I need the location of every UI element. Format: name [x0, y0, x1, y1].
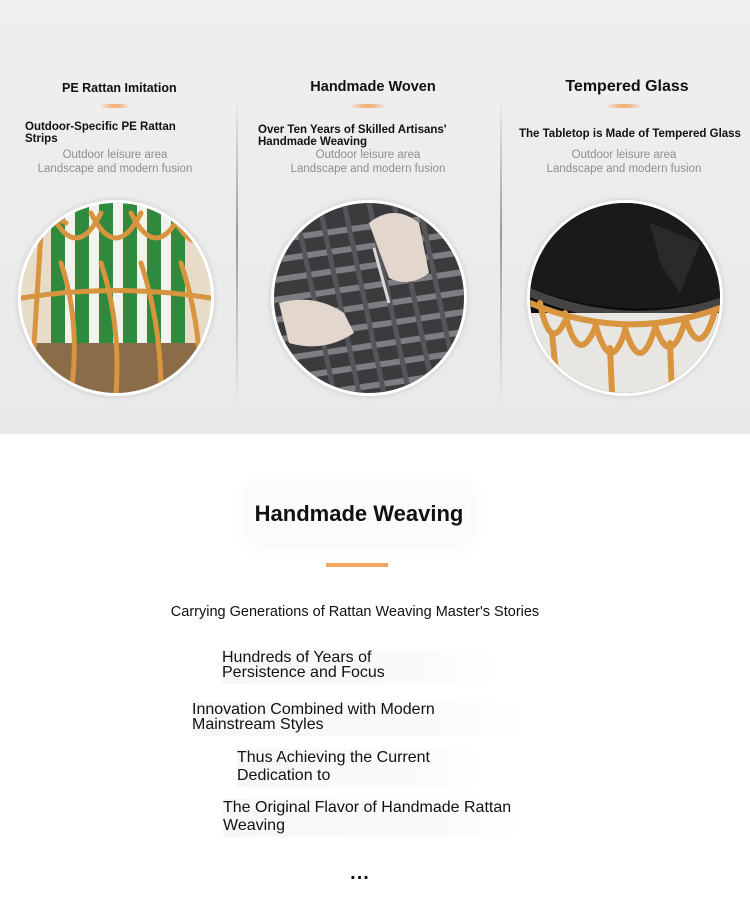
- feature-description: Over Ten Years of Skilled Artisans' Handmade Weaving: [258, 124, 447, 148]
- story-line: [192, 702, 527, 736]
- hand-weaving-photo: [271, 200, 467, 396]
- story-text: Thus Achieving the Current: [237, 749, 430, 766]
- rattan-chair-photo: [18, 200, 214, 396]
- feature-subtitle: Outdoor leisure area: [62, 149, 168, 161]
- story-text: Mainstream Styles: [192, 716, 324, 733]
- feature-subtitle: Landscape and modern fusion: [290, 163, 446, 175]
- feature-subtitle: Landscape and modern fusion: [546, 163, 702, 175]
- feature-title: Tempered Glass: [565, 78, 689, 95]
- feature-tempered-glass: [502, 0, 750, 434]
- feature-accent-bar: [100, 104, 130, 108]
- feature-description: Outdoor-Specific PE Rattan Strips: [25, 121, 176, 145]
- story-text: Dedication to: [237, 767, 331, 784]
- feature-subtitle: Landscape and modern fusion: [37, 163, 193, 175]
- feature-pe-rattan: [0, 0, 236, 434]
- feature-title: Handmade Woven: [310, 79, 436, 95]
- section-accent-bar: [326, 563, 388, 567]
- story-text: Hundreds of Years of: [222, 649, 372, 666]
- story-text: The Original Flavor of Handmade Rattan: [223, 799, 512, 816]
- feature-subtitle: Outdoor leisure area: [571, 149, 677, 161]
- section-tagline: Carrying Generations of Rattan Weaving Master's Stories: [170, 604, 540, 620]
- feature-title: PE Rattan Imitation: [62, 81, 177, 95]
- feature-subtitle: Outdoor leisure area: [315, 149, 421, 161]
- story-line: [223, 799, 523, 837]
- feature-handmade-woven: [238, 0, 500, 434]
- story-text: Weaving: [223, 817, 285, 834]
- story-text: Persistence and Focus: [222, 664, 385, 681]
- feature-accent-bar: [350, 104, 386, 108]
- story-line: [237, 749, 482, 787]
- feature-description: The Tabletop is Made of Tempered Glass: [519, 128, 741, 140]
- glass-tabletop-photo: [527, 200, 723, 396]
- ellipsis-icon: ...: [350, 862, 370, 884]
- story-line: [222, 650, 497, 684]
- feature-accent-bar: [606, 104, 642, 108]
- section-title: Handmade Weaving: [248, 484, 470, 544]
- story-text: Innovation Combined with Modern: [192, 701, 435, 718]
